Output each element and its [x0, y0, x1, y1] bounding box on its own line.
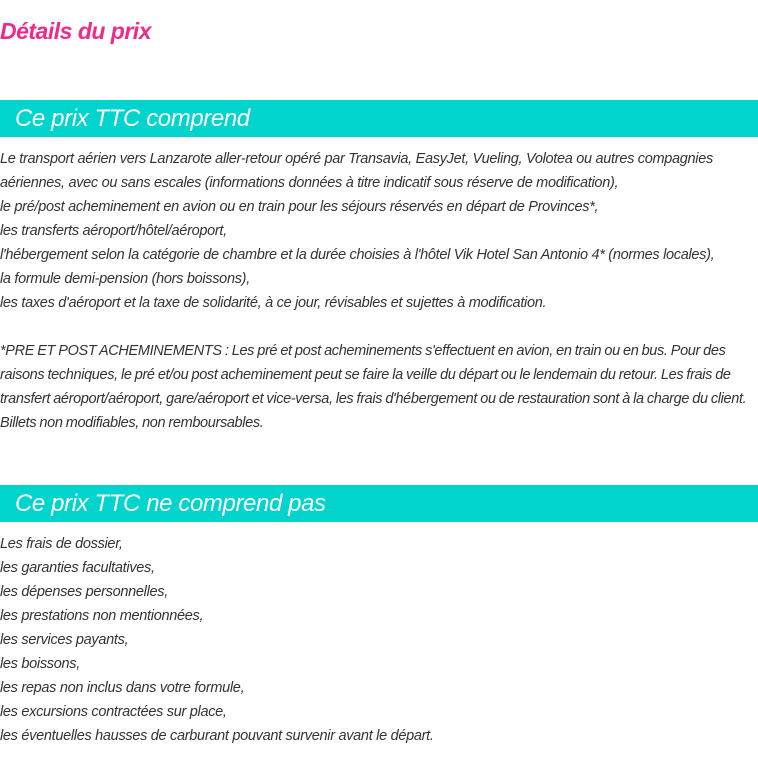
- transport-note: *PRE ET POST ACHEMINEMENTS : Les pré et post acheminements s'effectuent en avion, en train ou en bus. Pour des raisons techniques, le pré et/ou post acheminement peut se faire la veille du départ ou le lendemain du retour. Les frais de transfert aéroport/aéroport, gare/aéroport et vice-versa, les frais d'hébergement ou de restauration sont à la charge du client. Billets non modifiables, non remboursables.: [0, 343, 747, 431]
- includes-line: l'hébergement selon la catégorie de chambre et la durée choisies à l'hôtel Vik Hotel San Antonio 4* (normes locales),: [0, 247, 715, 263]
- excludes-line: les garanties facultatives,: [0, 560, 155, 576]
- includes-line: les taxes d'aéroport et la taxe de solidarité, à ce jour, révisables et sujettes à modification.: [0, 295, 547, 311]
- includes-line: Le transport aérien vers Lanzarote aller-retour opéré par Transavia, EasyJet, Vueling, Volotea ou autres compagnies: [0, 151, 713, 167]
- excludes-line: Les frais de dossier,: [0, 536, 123, 552]
- includes-line: les transferts aéroport/hôtel/aéroport,: [0, 223, 227, 239]
- excludes-line: les prestations non mentionnées,: [0, 608, 204, 624]
- excludes-list: [0, 532, 758, 748]
- includes-line: le pré/post acheminement en avion ou en train pour les séjours réservés en départ de Provinces*,: [0, 199, 599, 215]
- excludes-line: les repas non inclus dans votre formule,: [0, 680, 245, 696]
- section-header-includes: Ce prix TTC comprend: [0, 100, 758, 137]
- page-title: Détails du prix: [0, 18, 151, 44]
- includes-list: [0, 147, 758, 315]
- excludes-line: les éventuelles hausses de carburant pouvant survenir avant le départ.: [0, 728, 434, 744]
- includes-line: aériennes, avec ou sans escales (informations données à titre indicatif sous réserve de modification),: [0, 175, 619, 191]
- excludes-line: les boissons,: [0, 656, 80, 672]
- excludes-line: les dépenses personnelles,: [0, 584, 168, 600]
- includes-line: la formule demi-pension (hors boissons),: [0, 271, 250, 287]
- excludes-line: les excursions contractées sur place,: [0, 704, 227, 720]
- excludes-line: les services payants,: [0, 632, 129, 648]
- section-header-excludes: Ce prix TTC ne comprend pas: [0, 485, 758, 522]
